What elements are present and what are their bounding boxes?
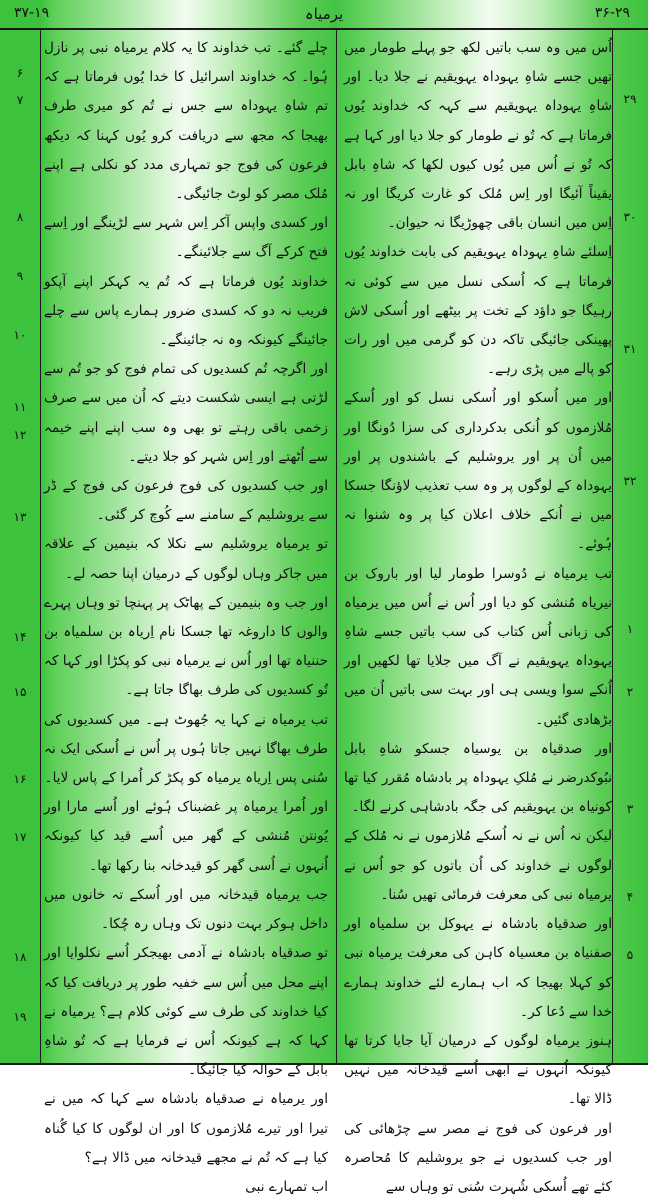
chapter-verse-range-left: ۳۷-۱۹	[14, 5, 50, 21]
paragraph: اب تمہارے نبی	[245, 1178, 328, 1195]
verse-number: ۱۶	[13, 772, 27, 786]
paragraph: اور صدقیاہ بن یوسیاہ جسکو شاہِ بابل نبُوکدرضر نے مُلکِ یہوداہ پر بادشاہ مُقرر کیا تھا کونیاہ بن یہویقیم کی جگہ بادشاہی کرنے لگا۔	[344, 740, 612, 816]
verse-number: ۱۵	[13, 685, 27, 699]
left-text-column	[44, 34, 328, 1202]
paragraph: اور کسدی واپس آکر اِس شہر سے لڑینگے اور اِسے فتح کرکے آگ سے جلائینگے۔	[44, 215, 328, 261]
paragraph: تب یرمیاہ نے دُوسرا طومار لیا اور باروک بن نیریاہ مُنشی کو دیا اور اُس نے اُس میں یرمیاہ کی زبانی اُس کتاب کی سب باتیں جسے شاہِ یہوداہ یہویقیم نے آگ میں جلایا تھا لکھیں اور اُنکے سوا ویسی ہی اور بہت سی باتیں اُن میں بڑھادی گئیں۔	[344, 565, 612, 728]
paragraph: اور میں اُسکو اور اُسکی نسل کو اور اُسکے مُلازموں کو اُنکی بدکرداری کی سزا دُونگا اور میں اُن پر اور یروشلیم کے باشندوں پر اور یہوداہ کے لوگوں پر وہ سب تعذیب لاؤنگا جسکا میں نے اُنکے خلاف اعلان کیا پر وہ شنوا نہ ہُوئے۔	[344, 390, 612, 553]
verse-number: ۱۴	[13, 630, 27, 644]
verse-number: ۳۲	[623, 474, 637, 488]
left-margin-rule	[40, 30, 41, 1065]
paragraph: تو یرمیاہ یروشلیم سے نکلا کہ بنیمین کے علاقہ میں جاکر وہاں لوگوں کے درمیان اپنا حصہ لے۔	[44, 536, 328, 582]
verse-number: ۱	[626, 622, 634, 636]
paragraph: اور اگرچہ تُم کسدیوں کی تمام فوج کو جو تُم سے لڑتی ہے ایسی شکست دیتے کہ اُن میں سے صرف زخمی باقی رہتے تو بھی وہ سب اپنے اپنے خیمہ سے اُٹھتے اور اِس شہر کو جلا دیتے۔	[44, 361, 328, 465]
verse-number: ۲۹	[623, 92, 637, 106]
verse-number: ۶	[16, 66, 24, 80]
paragraph: خداوند یُوں فرماتا ہے کہ تُم یہ کہکر اپنے آپکو فریب نہ دو کہ کسدی ضرور ہمارے پاس سے چلے جائینگے کیونکہ وہ نہ جائینگے۔	[44, 273, 328, 349]
verse-number: ۵	[626, 948, 634, 962]
paragraph: اور صدقیاہ بادشاہ نے یہوکل بن سلمیاہ اور صفنیاہ بن معسیاہ کاہن کی معرفت یرمیاہ نبی کو کہلا بھیجا کہ اب ہمارے لئے خداوند ہمارے خدا سے دُعا کر۔	[344, 916, 612, 1020]
verse-number: ۸	[16, 210, 24, 224]
paragraph: اُس میں وہ سب باتیں لکھ جو پہلے طومار میں تھیں جسے شاہِ یہوداہ یہویقیم نے جلا دیا۔ اور شاہِ یہوداہ یہویقیم سے کہہ کہ خداوند یُوں فرماتا ہے کہ تُو نے طومار کو جلا دیا اور کہا ہے کہ تُو نے اُس میں یُوں کیوں لکھا کہ شاہِ بابل یقیناً آئیگا اور اِس مُلک کو غارت کریگا اور نہ اِس میں انسان باقی چھوڑیگا نہ حیوان۔	[344, 40, 612, 232]
verse-number: ۲	[626, 685, 634, 699]
verse-number: ۷	[16, 93, 24, 107]
verse-number: ۳۰	[623, 210, 637, 224]
paragraph: تب یرمیاہ نے کہا یہ جُھوٹ ہے۔ میں کسدیوں کی طرف بھاگا نہیں جاتا ہُوں پر اُس نے اُسکی ایک نہ سُنی پس اِریاہ یرمیاہ کو پکڑ کر اُمرا کے پاس لایا۔	[44, 711, 328, 787]
paragraph: اور جب کسدیوں کی فوج فرعون کی فوج کے ڈر سے یروشلیم کے سامنے سے کُوچ کر گئی۔	[44, 478, 328, 524]
paragraph: تو صدقیاہ بادشاہ نے آدمی بھیجکر اُسے نکلوایا اور اپنے محل میں اُس سے خفیہ طور پر دریافت کیا کہ کیا خداوند کی طرف سے کوئی کلام ہے؟ یرمیاہ نے کہا کہ ہے کیونکہ اُس نے فرمایا ہے کہ تُو شاہِ بابل کے حوالہ کیا جائیگا۔	[44, 945, 328, 1079]
verse-number: ۴	[626, 890, 634, 904]
verse-number: ۱۸	[13, 950, 27, 964]
verse-number: ۳۱	[623, 342, 637, 356]
chapter-verse-range-right: ۳۶-۲۹	[594, 5, 630, 21]
paragraph: اور یرمیاہ نے صدقیاہ بادشاہ سے کہا کہ میں نے تیرا اور تیرے مُلازموں کا اور ان لوگوں کا کیا گُناہ کیا ہے کہ تُم نے مجھے قیدخانہ میں ڈالا ہے؟	[44, 1091, 328, 1166]
verse-number: ۳	[626, 802, 634, 816]
paragraph: اور جب وہ بنیمین کے پھاٹک پر پہنچا تو وہاں پہرے والوں کا داروغہ تھا جسکا نام اِریاہ بن سلمیاہ بن حننیاہ تھا اور اُس نے یرمیاہ نبی کو پکڑا اور کہا کہ تُو کسدیوں کی طرف بھاگا جاتا ہے۔	[44, 594, 328, 699]
paragraph: اور اُمرا یرمیاہ پر غضبناک ہُوئے اور اُسے مارا اور یُونتن مُنشی کے گھر میں اُسے قید کیا کیونکہ اُنہوں نے اُسی گھر کو قیدخانہ بنا رکھا تھا۔	[44, 799, 328, 874]
paragraph: اور فرعون کی فوج نے مصر سے چڑھائی کی اور جب کسدیوں نے جو یروشلیم کا مُحاصرہ کئے تھے اُسکی شُہرت سُنی تو وہاں سے	[344, 1120, 612, 1195]
paragraph: اِسلئے شاہِ یہوداہ یہویقیم کی بابت خداوند یُوں فرماتا ہے کہ اُسکی نسل میں سے کوئی نہ رہیگا جو داؤد کے تخت پر بیٹھے اور اُسکی لاش پھینکی جائیگی تاکہ دن کو گرمی میں اور رات کو پالے میں پڑی رہے۔	[344, 244, 612, 378]
center-column-rule	[336, 30, 337, 1065]
verse-number: ۱۹	[13, 1010, 27, 1024]
page-header	[0, 0, 648, 30]
verse-number: ۱۰	[13, 328, 27, 342]
book-title: یرمیاہ	[304, 5, 344, 23]
verse-number: ۱۷	[13, 830, 27, 844]
paragraph: ہنوز یرمیاہ لوگوں کے درمیان آیا جایا کرتا تھا کیونکہ اُنہوں نے ابھی اُسے قیدخانہ میں نہیں ڈالا تھا۔	[344, 1032, 612, 1108]
right-margin-rule	[612, 30, 613, 1065]
verse-number: ۱۲	[13, 428, 27, 442]
right-text-column	[344, 34, 612, 1202]
paragraph: جب یرمیاہ قیدخانہ میں اور اُسکے تہ خانوں میں داخل ہوکر بہت دنوں تک وہاں رہ چُکا۔	[44, 886, 328, 933]
paragraph: چلے گئے۔ تب خداوند کا یہ کلام یرمیاہ نبی پر نازل ہُوا۔ کہ خداوند اسرائیل کا خدا یُوں فرماتا ہے کہ تم شاہِ یہوداہ سے جس نے تُم کو میری طرف بھیجا کہ مجھ سے دریافت کرو یُوں کہنا کہ دیکھ فرعون کی فوج جو تمہاری مدد کو نکلی ہے اپنے مُلک مصر کو لوٹ جائیگی۔	[44, 40, 328, 203]
verse-number: ۱۱	[13, 400, 27, 414]
verse-number: ۹	[16, 269, 24, 283]
paragraph: لیکن نہ اُس نے نہ اُسکے مُلازموں نے نہ مُلک کے لوگوں نے خداوند کی اُن باتوں کو جو اُس نے یرمیاہ نبی کی معرفت فرمائی تھیں سُنا۔	[344, 828, 612, 903]
verse-number: ۱۳	[13, 510, 27, 524]
